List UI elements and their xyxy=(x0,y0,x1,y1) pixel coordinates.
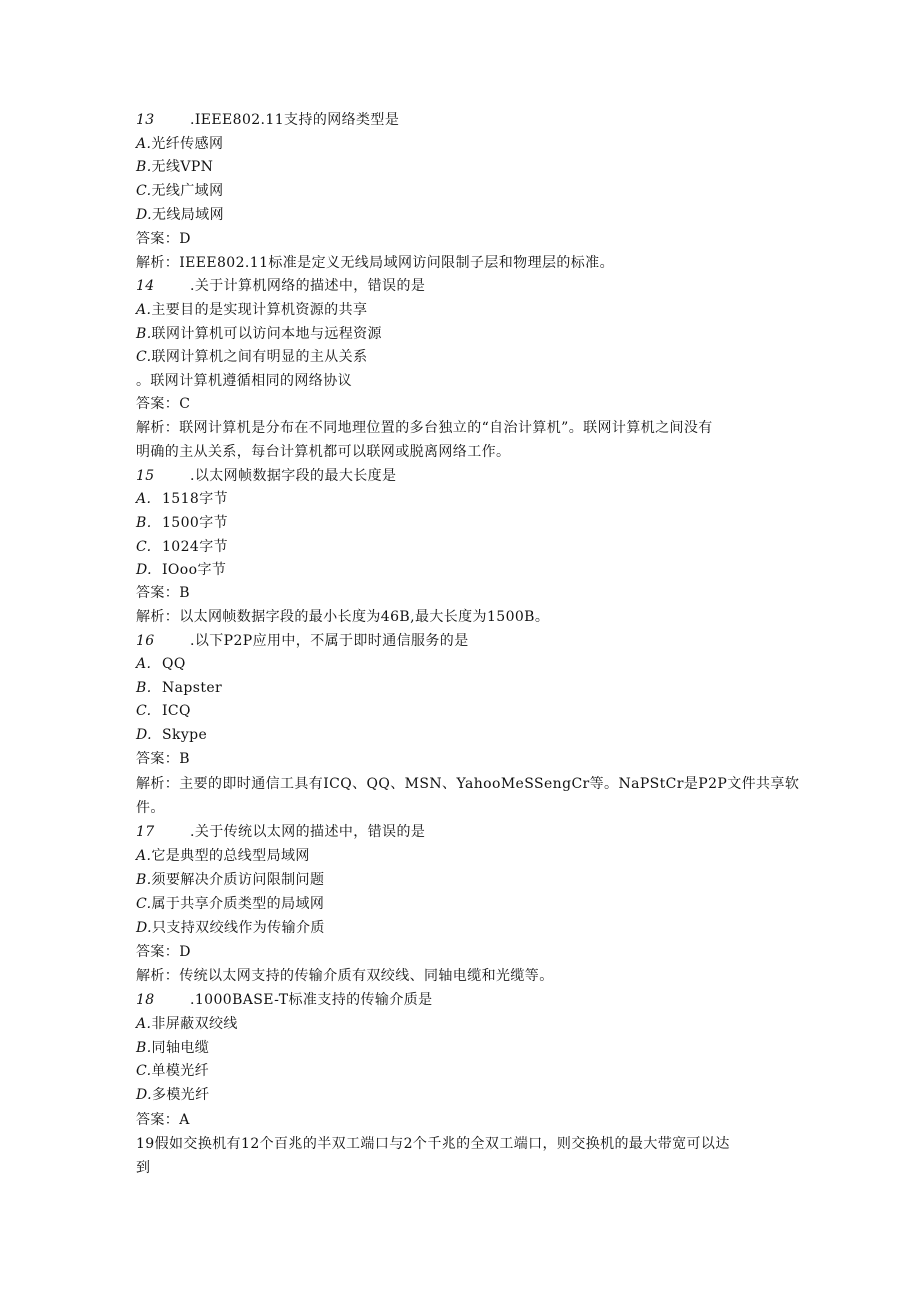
option-text: 无线局域网 xyxy=(151,207,224,223)
option-text: QQ xyxy=(162,656,186,672)
option-letter: C. xyxy=(136,1063,152,1079)
analysis-line xyxy=(136,418,713,438)
option-line xyxy=(136,678,222,698)
option-letter: B. xyxy=(136,326,152,342)
analysis-text: 解析：主要的即时通信工具有ICQ、QQ、MSN、YahooMeSSengCr等。NaPStCr是P2P文件共享软 xyxy=(136,776,800,792)
option-line xyxy=(136,300,367,320)
question-number: 13 xyxy=(136,112,155,128)
analysis-line xyxy=(136,607,549,627)
option-line xyxy=(136,1061,209,1081)
option-letter: B. xyxy=(136,1040,152,1056)
option-letter: A. xyxy=(136,491,152,507)
analysis-text: 解析：联网计算机是分布在不同地理位置的多台独立的“自治计算机”。联网计算机之间没有 xyxy=(136,420,713,436)
option-text: 须要解决介质访问限制问题 xyxy=(151,872,325,888)
question-text: .以太网帧数据字段的最大长度是 xyxy=(190,468,397,484)
option-line xyxy=(136,846,310,866)
option-text: 多模光纤 xyxy=(151,1087,210,1103)
option-text: 。联网计算机遵循相同的网络协议 xyxy=(136,373,352,389)
final-question-line xyxy=(136,1134,730,1154)
option-letter: C. xyxy=(136,703,152,719)
answer-text: 答案：C xyxy=(136,396,191,412)
question-stem xyxy=(136,466,396,486)
option-text: IOoo字节 xyxy=(162,562,227,578)
option-line xyxy=(136,654,186,674)
option-text: 属于共享介质类型的局域网 xyxy=(151,896,325,912)
option-letter: B. xyxy=(136,515,152,531)
answer-line xyxy=(136,1110,190,1130)
analysis-text: 解析：IEEE802.11标准是定义无线局域网访问限制子层和物理层的标准。 xyxy=(136,255,614,271)
option-line xyxy=(136,489,228,509)
option-line xyxy=(136,537,228,557)
option-line xyxy=(136,324,382,344)
option-text: 无线VPN xyxy=(151,159,214,175)
question-number: 18 xyxy=(136,992,155,1008)
analysis-line xyxy=(136,253,614,273)
option-line xyxy=(136,894,324,914)
option-text: 同轴电缆 xyxy=(151,1040,210,1056)
option-text: 联网计算机之间有明显的主从关系 xyxy=(151,349,368,365)
option-line xyxy=(136,1014,238,1034)
option-line xyxy=(136,347,367,367)
answer-line xyxy=(136,394,190,414)
option-line xyxy=(136,134,223,154)
option-line xyxy=(136,513,228,533)
answer-text: 答案：B xyxy=(136,585,190,601)
option-line xyxy=(136,205,224,225)
option-text: 单模光纤 xyxy=(151,1063,210,1079)
option-line xyxy=(136,371,352,391)
option-text: 1518字节 xyxy=(162,491,229,507)
question-text: .关于传统以太网的描述中，错误的是 xyxy=(190,824,426,840)
option-text: 光纤传感网 xyxy=(151,136,224,152)
question-stem xyxy=(136,990,433,1010)
option-line xyxy=(136,870,324,890)
option-text: Skype xyxy=(162,727,208,743)
option-text: Napster xyxy=(162,680,223,696)
option-letter: D. xyxy=(136,1087,152,1103)
analysis-line xyxy=(136,442,510,462)
option-line xyxy=(136,157,213,177)
option-letter: D. xyxy=(136,562,152,578)
answer-text: 答案：D xyxy=(136,231,191,247)
option-line xyxy=(136,918,325,938)
option-line xyxy=(136,1038,209,1058)
option-letter: A. xyxy=(136,302,152,318)
analysis-line xyxy=(136,798,165,818)
option-letter: D. xyxy=(136,207,152,223)
option-text: 主要目的是实现计算机资源的共享 xyxy=(151,302,368,318)
question-text: .1000BASE-T标准支持的传输介质是 xyxy=(190,992,433,1008)
final-question-text: 到 xyxy=(136,1160,151,1176)
final-question-line xyxy=(136,1158,150,1178)
analysis-text: 件。 xyxy=(136,800,165,816)
option-text: 它是典型的总线型局域网 xyxy=(151,848,310,864)
analysis-text: 解析：传统以太网支持的传输介质有双绞线、同轴电缆和光缆等。 xyxy=(136,968,554,984)
option-letter: C. xyxy=(136,896,152,912)
option-text: 只支持双绞线作为传输介质 xyxy=(151,920,325,936)
option-line xyxy=(136,181,223,201)
option-letter: A. xyxy=(136,1016,152,1032)
option-letter: A. xyxy=(136,656,152,672)
question-text: .IEEE802.11支持的网络类型是 xyxy=(190,112,400,128)
final-question-text: 19假如交换机有12个百兆的半双工端口与2个千兆的全双工端口，则交换机的最大带宽可以达 xyxy=(136,1136,730,1152)
question-stem xyxy=(136,110,399,130)
answer-line xyxy=(136,942,191,962)
analysis-text: 明确的主从关系，每台计算机都可以联网或脱离网络工作。 xyxy=(136,444,511,460)
option-text: ICQ xyxy=(162,703,191,719)
option-line xyxy=(136,725,207,745)
question-stem xyxy=(136,276,425,296)
answer-text: 答案：D xyxy=(136,944,191,960)
answer-line xyxy=(136,229,191,249)
option-letter: C. xyxy=(136,183,152,199)
option-text: 1500字节 xyxy=(162,515,229,531)
option-letter: C. xyxy=(136,539,152,555)
question-number: 17 xyxy=(136,824,155,840)
option-line xyxy=(136,701,191,721)
question-number: 15 xyxy=(136,468,155,484)
option-line xyxy=(136,1085,210,1105)
question-text: .关于计算机网络的描述中，错误的是 xyxy=(190,278,426,294)
question-number: 14 xyxy=(136,278,155,294)
option-letter: B. xyxy=(136,159,152,175)
option-letter: D. xyxy=(136,727,152,743)
option-letter: D. xyxy=(136,920,152,936)
analysis-line xyxy=(136,774,799,794)
answer-line xyxy=(136,583,190,603)
analysis-text: 解析：以太网帧数据字段的最小长度为46B,最大长度为1500B。 xyxy=(136,609,550,625)
question-text: .以下P2P应用中，不属于即时通信服务的是 xyxy=(190,633,469,649)
option-letter: A. xyxy=(136,848,152,864)
analysis-line xyxy=(136,966,554,986)
option-text: 1024字节 xyxy=(162,539,229,555)
option-text: 无线广域网 xyxy=(151,183,224,199)
option-text: 联网计算机可以访问本地与远程资源 xyxy=(151,326,382,342)
option-letter: A. xyxy=(136,136,152,152)
question-stem xyxy=(136,631,469,651)
option-letter: B. xyxy=(136,680,152,696)
option-letter: C. xyxy=(136,349,152,365)
option-letter: B. xyxy=(136,872,152,888)
question-stem xyxy=(136,822,425,842)
question-number: 16 xyxy=(136,633,155,649)
option-line xyxy=(136,560,226,580)
option-text: 非屏蔽双绞线 xyxy=(151,1016,238,1032)
answer-text: 答案：B xyxy=(136,751,190,767)
answer-line xyxy=(136,749,190,769)
answer-text: 答案：A xyxy=(136,1112,190,1128)
